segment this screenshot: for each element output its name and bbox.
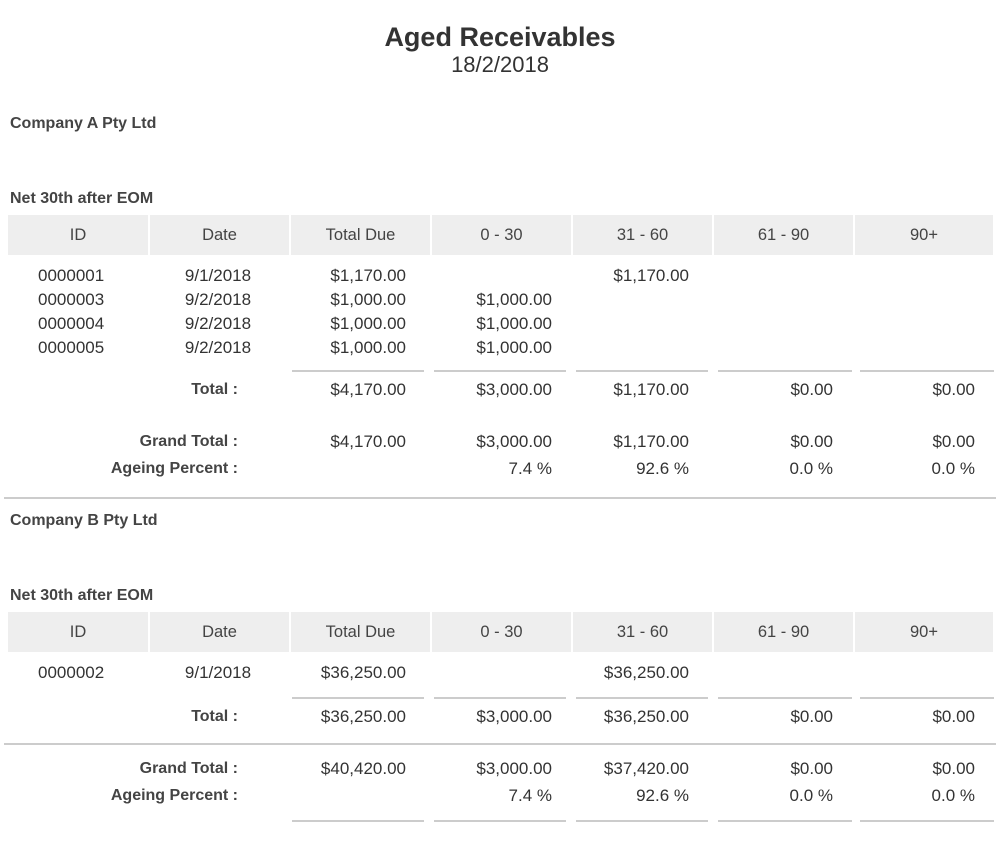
grand-total-label: Grand Total : [139,433,238,450]
column-header-total-due: Total Due [325,226,396,244]
divider [860,697,994,699]
ageing-31-60: 92.6 % [636,786,689,805]
divider [292,820,424,822]
grand-total-total-due: $40,420.00 [320,759,406,778]
company-name: Company A Pty Ltd [10,115,157,132]
divider [718,370,852,372]
total-total-due: $36,250.00 [320,707,406,726]
divider [860,820,994,822]
row-0-30: $1,000.00 [476,338,552,357]
divider [576,370,708,372]
divider [434,820,566,822]
grand-total-61-90: $0.00 [790,759,833,778]
grand-total-label: Grand Total : [139,760,238,777]
section-divider [4,497,996,499]
ageing-61-90: 0.0 % [789,459,833,478]
table-header [8,215,993,255]
row-date: 9/2/2018 [184,290,252,309]
row-0-30: $1,000.00 [476,290,552,309]
column-header-id: ID [69,226,87,244]
total-31-60: $1,170.00 [613,380,689,399]
divider [860,370,994,372]
row-date: 9/2/2018 [184,338,252,357]
divider [292,697,424,699]
ageing-31-60: 92.6 % [636,459,689,478]
column-header-0-30: 0 - 30 [480,226,523,244]
column-header-31-60: 31 - 60 [616,623,669,641]
row-31-60: $1,170.00 [613,266,689,285]
column-header-0-30: 0 - 30 [480,623,523,641]
divider [434,697,566,699]
ageing-0-30: 7.4 % [508,459,552,478]
column-header-61-90: 61 - 90 [757,226,810,244]
ageing-90-plus: 0.0 % [931,459,975,478]
column-header-90-plus: 90+ [910,623,938,641]
row-31-60: $36,250.00 [603,663,689,682]
total-0-30: $3,000.00 [476,380,552,399]
column-header-id: ID [69,623,87,641]
ageing-percent-label: Ageing Percent : [110,460,238,477]
total-label: Total : [191,708,238,725]
total-61-90: $0.00 [790,707,833,726]
column-header-date: Date [202,623,237,641]
row-id: 0000003 [38,290,105,309]
total-90-plus: $0.00 [932,380,975,399]
report-date: 18/2/2018 [451,52,549,77]
ageing-61-90: 0.0 % [789,786,833,805]
row-total-due: $36,250.00 [320,663,406,682]
row-0-30: $1,000.00 [476,314,552,333]
total-61-90: $0.00 [790,380,833,399]
row-total-due: $1,000.00 [330,290,406,309]
column-header-31-60: 31 - 60 [616,226,669,244]
column-header-90-plus: 90+ [910,226,938,244]
total-90-plus: $0.00 [932,707,975,726]
grand-total-0-30: $3,000.00 [476,432,552,451]
column-header-date: Date [202,226,237,244]
company-name: Company B Pty Ltd [10,512,158,529]
divider [434,370,566,372]
ageing-90-plus: 0.0 % [931,786,975,805]
grand-total-0-30: $3,000.00 [476,759,552,778]
ageing-percent-label: Ageing Percent : [110,787,238,804]
total-0-30: $3,000.00 [476,707,552,726]
total-31-60: $36,250.00 [603,707,689,726]
row-date: 9/1/2018 [184,266,252,285]
report-title: Aged Receivables [384,22,616,52]
row-total-due: $1,000.00 [330,314,406,333]
column-header-total-due: Total Due [325,623,396,641]
column-header-61-90: 61 - 90 [757,623,810,641]
row-date: 9/2/2018 [184,314,252,333]
row-total-due: $1,000.00 [330,338,406,357]
row-total-due: $1,170.00 [330,266,406,285]
row-date: 9/1/2018 [184,663,252,682]
payment-terms: Net 30th after EOM [10,587,154,604]
row-id: 0000005 [38,338,105,357]
total-label: Total : [191,381,238,398]
ageing-0-30: 7.4 % [508,786,552,805]
grand-total-31-60: $37,420.00 [603,759,689,778]
grand-total-31-60: $1,170.00 [613,432,689,451]
divider [292,370,424,372]
table-header [8,612,993,652]
divider [718,697,852,699]
total-total-due: $4,170.00 [330,380,406,399]
row-id: 0000001 [38,266,105,285]
grand-total-61-90: $0.00 [790,432,833,451]
divider [576,820,708,822]
row-id: 0000004 [38,314,105,333]
divider [576,697,708,699]
payment-terms: Net 30th after EOM [10,190,154,207]
divider [718,820,852,822]
grand-total-total-due: $4,170.00 [330,432,406,451]
grand-total-90-plus: $0.00 [932,432,975,451]
row-id: 0000002 [38,663,105,682]
grand-total-90-plus: $0.00 [932,759,975,778]
section-divider [4,743,996,745]
